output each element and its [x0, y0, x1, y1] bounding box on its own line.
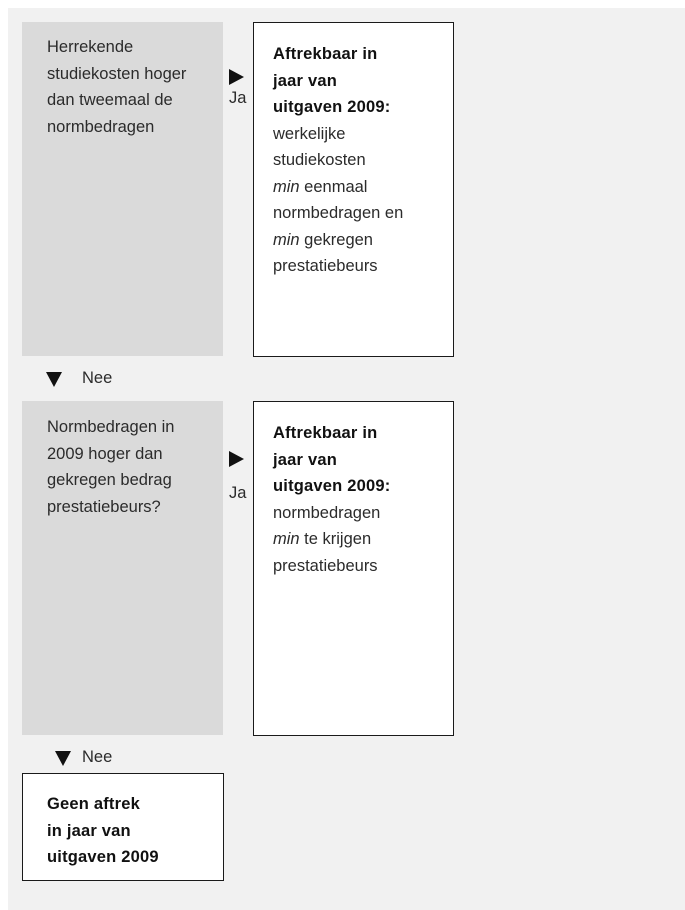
- result-1-text: eenmaal: [299, 177, 368, 196]
- result-1-line: studiekosten: [273, 151, 366, 169]
- result-1-heading: uitgaven 2009:: [273, 98, 391, 116]
- result-2-line: prestatiebeurs: [273, 556, 378, 575]
- question-1-line: normbedragen: [47, 117, 155, 136]
- result-box-1: [253, 22, 454, 357]
- question-2-line: 2009 hoger dan: [47, 444, 163, 463]
- result-1-text: gekregen: [299, 230, 373, 249]
- result-1-line: normbedragen en: [273, 204, 404, 222]
- min-text: min: [273, 230, 300, 249]
- final-result-line: uitgaven 2009: [47, 848, 159, 866]
- question-1-line: dan tweemaal de: [47, 91, 173, 109]
- result-1-line: werkelijke: [273, 124, 346, 143]
- final-result-box: [22, 773, 224, 881]
- result-2-heading: uitgaven 2009:: [273, 477, 391, 495]
- no-arrow-2-icon: [55, 751, 71, 766]
- result-2-heading: jaar van: [273, 450, 337, 469]
- result-1-line: prestatiebeurs: [273, 257, 378, 275]
- final-result-line: Geen aftrek: [47, 795, 140, 813]
- question-2-line: Normbedragen in: [47, 418, 175, 436]
- result-box-2: [253, 401, 454, 736]
- result-2-line: [273, 526, 390, 553]
- result-1-heading: Aftrekbaar in: [273, 45, 378, 63]
- min-text: min: [273, 177, 300, 196]
- yes-label-1: Ja: [229, 89, 247, 107]
- no-label-1: Nee: [82, 369, 113, 387]
- question-box-2: [22, 401, 223, 735]
- question-box-1: [22, 22, 223, 356]
- no-label-2: Nee: [82, 748, 113, 766]
- result-2-text: te krijgen: [299, 530, 372, 548]
- result-2-line: normbedragen: [273, 503, 381, 522]
- min-text: min: [273, 530, 300, 548]
- result-2-heading: Aftrekbaar in: [273, 424, 378, 442]
- question-2-line: gekregen bedrag: [47, 471, 172, 489]
- no-arrow-1-icon: [46, 372, 62, 387]
- yes-arrow-1-icon: [229, 69, 244, 85]
- yes-label-2: Ja: [229, 484, 247, 502]
- result-1-line: [273, 227, 403, 254]
- result-1-line: [273, 174, 403, 201]
- question-1-line: Herrekende: [47, 38, 134, 56]
- yes-arrow-2-icon: [229, 451, 244, 467]
- question-2-line: prestatiebeurs?: [47, 497, 161, 516]
- result-1-heading: jaar van: [273, 71, 337, 90]
- final-result-line: in jaar van: [47, 821, 131, 840]
- question-1-line: studiekosten hoger: [47, 64, 187, 83]
